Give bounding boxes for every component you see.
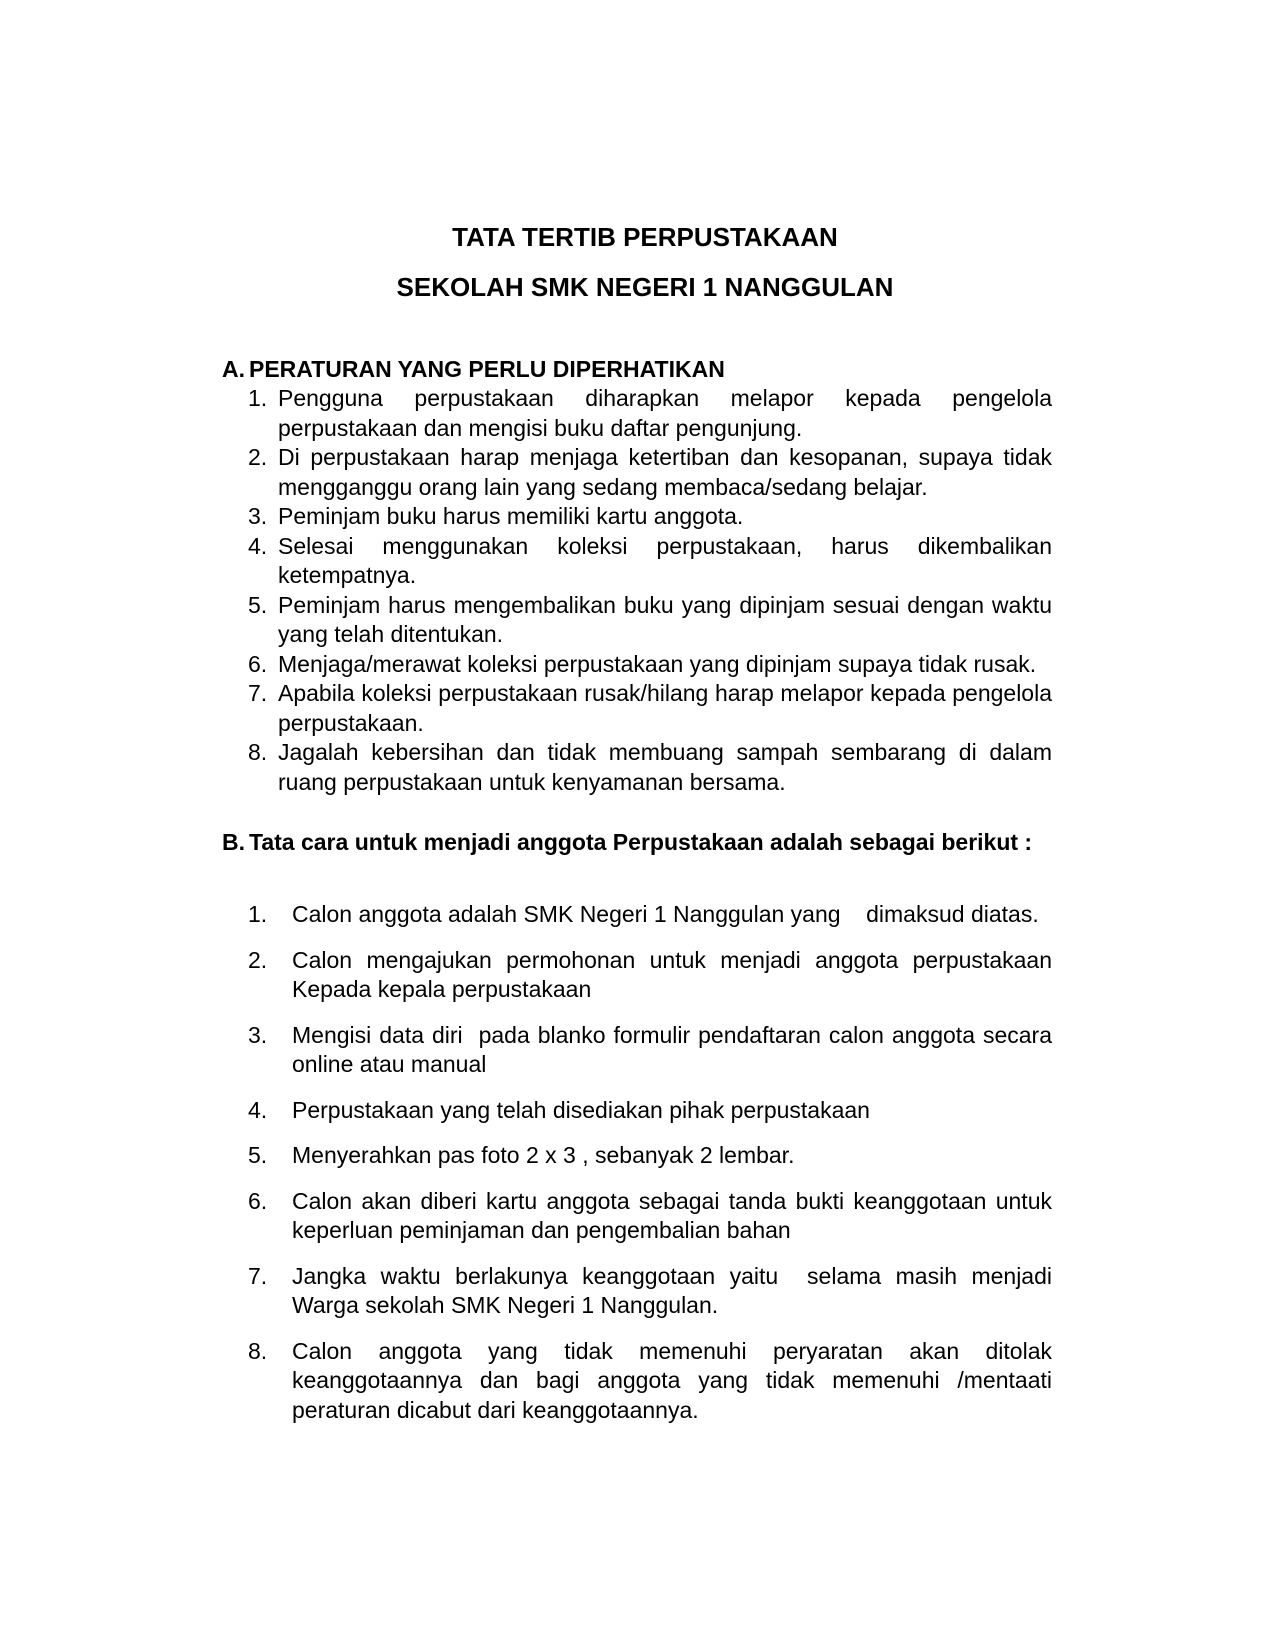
list-item <box>248 591 1052 650</box>
item-text: Jagalah kebersihan dan tidak membuang sampah sembarang di dalam ruang perpustakaan untuk kenyamanan bersama. <box>278 739 1052 795</box>
list-item <box>248 1096 1052 1126</box>
list-item <box>248 1021 1059 1080</box>
list-item <box>248 1262 1059 1321</box>
item-text: Peminjam buku harus memiliki kartu anggota. <box>278 503 744 529</box>
item-text: Menyerahkan pas foto 2 x 3 , sebanyak 2 lembar. <box>292 1142 795 1168</box>
section-b-list <box>248 900 1059 1441</box>
section-a-title: PERATURAN YANG PERLU DIPERHATIKAN <box>249 356 725 382</box>
item-text: Di perpustakaan harap menjaga ketertiban dan kesopanan, supaya tidak mengganggu orang lain yang sedang membaca/sedang belajar. <box>278 444 1052 500</box>
list-item <box>248 738 1052 797</box>
item-number: 1. <box>248 385 268 411</box>
item-text: Menjaga/merawat koleksi perpustakaan yang dipinjam supaya tidak rusak. <box>278 650 1037 677</box>
list-item <box>248 650 1052 680</box>
item-number: 4. <box>248 1096 268 1123</box>
item-number: 2. <box>248 946 268 973</box>
item-text: Calon akan diberi kartu anggota sebagai tanda bukti keanggotaan untuk keperluan peminjaman dan pengembalian bahan <box>292 1187 1059 1243</box>
list-item <box>248 1141 1052 1171</box>
item-text: Calon mengajukan permohonan untuk menjadi anggota perpustakaan Kepada kepala perpustakaan <box>292 946 1059 1002</box>
section-a-list <box>248 384 1052 797</box>
item-number: 3. <box>248 1021 268 1048</box>
item-number: 8. <box>248 739 268 765</box>
item-text: Selesai menggunakan koleksi perpustakaan, harus dikembalikan ketempatnya. <box>278 532 1052 588</box>
item-number: 7. <box>248 680 268 706</box>
list-item <box>248 1187 1059 1246</box>
item-text: Jangka waktu berlakunya keanggotaan yaitu selama masih menjadi Warga sekolah SMK Negeri 1 Nanggulan. <box>292 1262 1059 1318</box>
item-number: 3. <box>248 503 268 529</box>
section-a-heading <box>222 354 1052 384</box>
item-number: 8. <box>248 1337 268 1364</box>
list-item <box>248 443 1052 502</box>
list-item <box>248 502 1052 532</box>
item-text: Mengisi data diri pada blanko formulir pendaftaran calon anggota secara online atau manual <box>292 1021 1059 1077</box>
list-item <box>248 900 1052 930</box>
list-item <box>248 679 1052 738</box>
list-item <box>248 946 1059 1005</box>
item-text: Calon anggota adalah SMK Negeri 1 Nanggulan yang dimaksud diatas. <box>292 901 1039 927</box>
section-b-letter: B. <box>222 829 245 855</box>
list-item <box>248 384 1052 443</box>
list-item <box>248 532 1052 591</box>
item-number: 5. <box>248 591 268 618</box>
item-number: 4. <box>248 532 268 559</box>
item-number: 1. <box>248 901 268 927</box>
item-number: 5. <box>248 1142 268 1168</box>
item-text: Pengguna perpustakaan diharapkan melapor kepada pengelola perpustakaan dan mengisi buku daftar pengunjung. <box>278 385 1052 441</box>
item-text: Calon anggota yang tidak memenuhi peryaratan akan ditolak keanggotaannya dan bagi anggota yang tidak memenuhi /mentaati peraturan dicabut dari keanggotaannya. <box>292 1337 1059 1423</box>
list-item <box>248 1337 1059 1426</box>
section-a-letter: A. <box>222 356 245 382</box>
document-subtitle: SEKOLAH SMK NEGERI 1 NANGGULAN <box>396 272 894 302</box>
document-title: TATA TERTIB PERPUSTAKAAN <box>452 222 838 252</box>
item-text: Peminjam harus mengembalikan buku yang dipinjam sesuai dengan waktu yang telah ditentukan. <box>278 591 1052 647</box>
item-text: Perpustakaan yang telah disediakan pihak perpustakaan <box>292 1096 870 1123</box>
item-number: 6. <box>248 650 268 677</box>
item-number: 6. <box>248 1187 268 1214</box>
item-text: Apabila koleksi perpustakaan rusak/hilang harap melapor kepada pengelola perpustakaan. <box>278 680 1052 736</box>
section-b-heading <box>222 827 1052 857</box>
item-number: 2. <box>248 444 268 470</box>
item-number: 7. <box>248 1262 268 1289</box>
section-b-title: Tata cara untuk menjadi anggota Perpustakaan adalah sebagai berikut : <box>249 829 1033 855</box>
